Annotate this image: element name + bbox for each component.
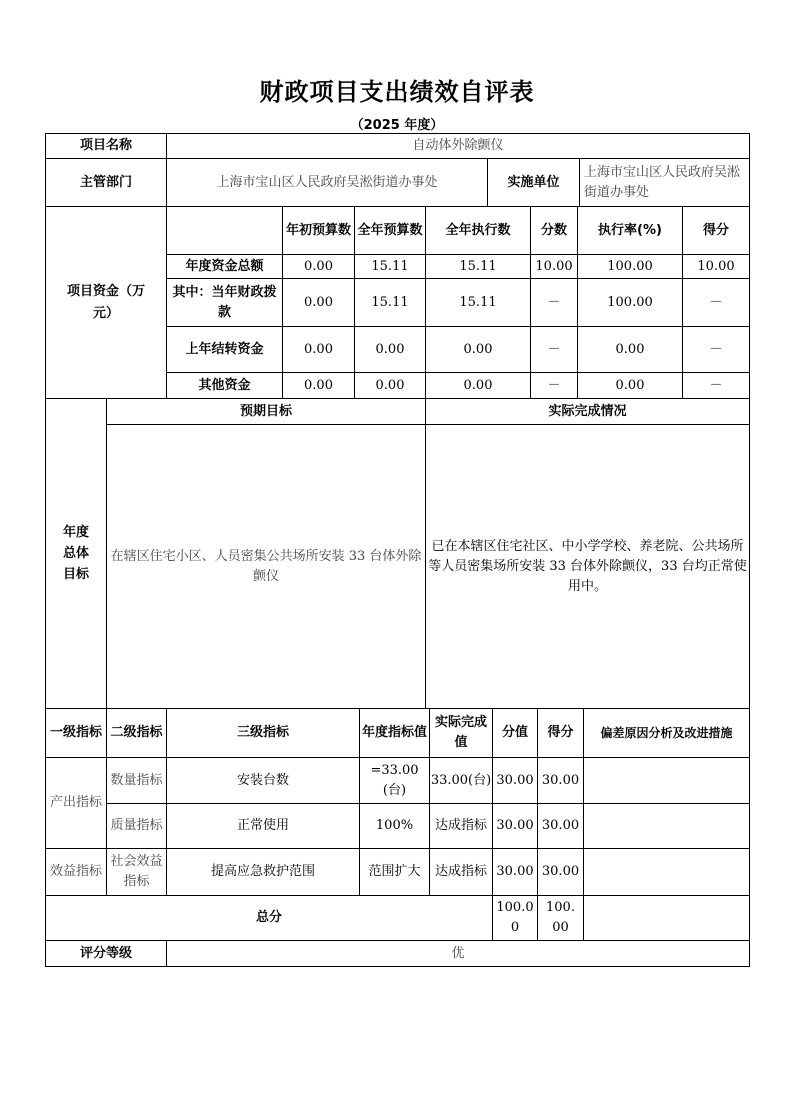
funds-cell: 0.00	[578, 373, 683, 399]
ind-score: 30.00	[493, 758, 538, 804]
table-row	[46, 804, 750, 849]
dept-value: 上海市宝山区人民政府吴淞街道办事处	[167, 159, 488, 207]
total-got: 100.00	[538, 896, 584, 941]
table-row	[46, 849, 750, 896]
ind-header-got: 得分	[538, 709, 584, 758]
funds-label	[46, 207, 167, 399]
funds-cell: 0.00	[426, 373, 531, 399]
funds-cell: －	[683, 327, 750, 373]
funds-cell: 100.00	[578, 255, 683, 279]
ind-level2: 质量指标	[107, 804, 167, 849]
funds-cell: 0.00	[355, 327, 426, 373]
table-row	[46, 758, 750, 804]
funds-cell: 15.11	[426, 279, 531, 327]
ind-header-level3: 三级指标	[167, 709, 360, 758]
ind-header-level1: 一级指标	[46, 709, 107, 758]
funds-cell: 15.11	[355, 255, 426, 279]
ind-level1: 效益指标	[46, 849, 107, 896]
funds-row-name: 年度资金总额	[167, 255, 283, 279]
funds-row-name: 其中：当年财政拨款	[167, 279, 283, 327]
evaluation-table-main	[45, 133, 750, 207]
funds-table	[45, 206, 750, 399]
expected-goal-text: 在辖区住宅小区、人员密集公共场所安装 33 台体外除颤仪	[107, 425, 426, 709]
ind-actual: 达成指标	[430, 849, 493, 896]
ind-score: 30.00	[493, 849, 538, 896]
project-name-label: 项目名称	[46, 134, 167, 159]
funds-row-name: 上年结转资金	[167, 327, 283, 373]
impl-unit-label: 实施单位	[488, 159, 580, 207]
actual-result-text: 已在本辖区住宅社区、中小学学校、养老院、公共场所等人员密集场所安装 33 台体外除颤仪，33 台均正常使用中。	[426, 425, 750, 709]
ind-actual: 33.00(台)	[430, 758, 493, 804]
ind-level3: 安装台数	[167, 758, 360, 804]
funds-cell: 10.00	[531, 255, 578, 279]
ind-target: =33.00(台)	[360, 758, 430, 804]
funds-cell: －	[683, 279, 750, 327]
project-name-value: 自动体外除颤仪	[167, 134, 750, 159]
funds-cell: 0.00	[283, 327, 355, 373]
ind-target: 范围扩大	[360, 849, 430, 896]
ind-level1: 产出指标	[46, 758, 107, 849]
funds-cell: －	[683, 373, 750, 399]
ind-got: 30.00	[538, 849, 584, 896]
funds-cell: 0.00	[578, 327, 683, 373]
ind-header-note: 偏差原因分析及改进措施	[584, 709, 750, 758]
funds-header-exec: 全年执行数	[426, 207, 531, 255]
dept-label: 主管部门	[46, 159, 167, 207]
ind-header-level2: 二级指标	[107, 709, 167, 758]
ind-level2: 社会效益指标	[107, 849, 167, 896]
ind-score: 30.00	[493, 804, 538, 849]
year-label: （2025 年度）	[350, 118, 444, 133]
total-label: 总分	[46, 896, 493, 941]
funds-cell: 0.00	[426, 327, 531, 373]
funds-cell: －	[531, 279, 578, 327]
funds-row-name: 其他资金	[167, 373, 283, 399]
funds-header-rate: 执行率(%)	[578, 207, 683, 255]
funds-header-annual: 全年预算数	[355, 207, 426, 255]
grade-table	[45, 940, 750, 967]
funds-header-score: 分数	[531, 207, 578, 255]
funds-header-got: 得分	[683, 207, 750, 255]
funds-cell: 0.00	[283, 373, 355, 399]
funds-cell: 0.00	[283, 279, 355, 327]
grade-value: 优	[167, 941, 750, 967]
goals-label	[46, 399, 107, 709]
funds-header-blank	[167, 207, 283, 255]
ind-target: 100%	[360, 804, 430, 849]
ind-actual: 达成指标	[430, 804, 493, 849]
ind-note	[584, 849, 750, 896]
grade-label: 评分等级	[46, 941, 167, 967]
actual-result-header: 实际完成情况	[426, 399, 750, 425]
funds-cell: 10.00	[683, 255, 750, 279]
funds-cell: 15.11	[355, 279, 426, 327]
funds-cell: 0.00	[283, 255, 355, 279]
ind-got: 30.00	[538, 758, 584, 804]
goals-table	[45, 398, 750, 709]
ind-level3: 正常使用	[167, 804, 360, 849]
ind-header-actual: 实际完成值	[430, 709, 493, 758]
ind-got: 30.00	[538, 804, 584, 849]
funds-cell: －	[531, 327, 578, 373]
goals-label-text: 年度总体目标	[62, 525, 89, 582]
impl-unit-value: 上海市宝山区人民政府吴淞街道办事处	[580, 159, 750, 207]
page-title: 财政项目支出绩效自评表	[259, 78, 535, 106]
funds-header-init: 年初预算数	[283, 207, 355, 255]
indicators-table	[45, 708, 750, 941]
expected-goal-header: 预期目标	[107, 399, 426, 425]
funds-cell: －	[531, 373, 578, 399]
funds-cell: 15.11	[426, 255, 531, 279]
funds-label-text: 项目资金（万元）	[66, 283, 145, 321]
ind-note	[584, 804, 750, 849]
ind-header-score: 分值	[493, 709, 538, 758]
total-note	[584, 896, 750, 941]
funds-cell: 100.00	[578, 279, 683, 327]
ind-header-target: 年度指标值	[360, 709, 430, 758]
funds-cell: 0.00	[355, 373, 426, 399]
total-row	[46, 896, 750, 941]
ind-note	[584, 758, 750, 804]
ind-level2: 数量指标	[107, 758, 167, 804]
ind-level3: 提高应急救护范围	[167, 849, 360, 896]
total-score: 100.00	[493, 896, 538, 941]
